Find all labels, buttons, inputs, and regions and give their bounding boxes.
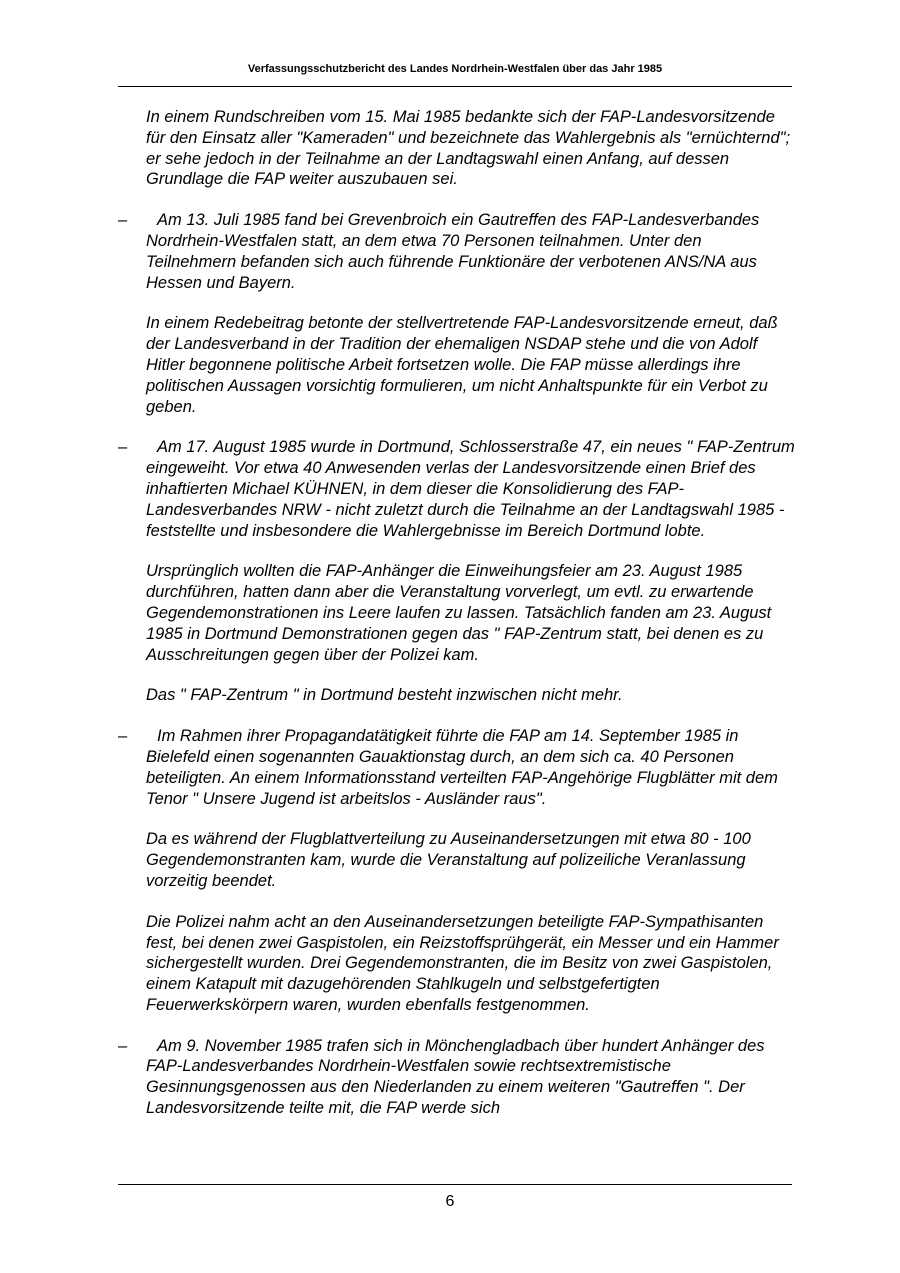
paragraph: Die Polizei nahm acht an den Auseinandersetzungen beteiligte FAP-Sympathisanten fest, bei denen zwei Gaspistolen, ein Reizstoffsprühgerät, ein Messer und ein Hammer sichergestellt wurden. Drei Gegendemonstranten, die im Besitz von zwei Gaspistolen, einem Katapult mit dazugehörenden Stahlkugeln und selbstgefertigten Feuerwerkskörpern waren, wurden ebenfalls festgenommen. <box>146 912 779 1014</box>
page-header: Verfassungsschutzbericht des Landes Nordrhein-Westfalen über das Jahr 1985 <box>247 63 663 75</box>
dash-marker: – <box>118 438 128 457</box>
dash-marker: – <box>118 727 128 746</box>
bullet-paragraph: – Am 9. November 1985 trafen sich in Mönchengladbach über hundert Anhänger des FAP-Landesverbandes Nordrhein-Westfalen sowie rechtsextremistische Gesinnungsgenossen aus den Niederlanden zu einem weiteren "Gautreffen ". Der Landesvorsitzende teilte mit, die FAP werde sich <box>118 1036 765 1118</box>
bullet-paragraph: – Am 17. August 1985 wurde in Dortmund, Schlosserstraße 47, ein neues " FAP-Zentrum eingeweiht. Vor etwa 40 Anwesenden verlas der Landesvorsitzende einen Brief des inhaftierten Michael KÜHNEN, in dem dieser die Konsolidierung des FAP-Landesverbandes NRW - nicht zuletzt durch die Teilnahme an der Landtagswahl 1985 -feststellte und insbesondere die Wahlergebnisse im Bereich Dortmund lobte. <box>118 438 795 540</box>
footer-rule <box>118 1184 792 1185</box>
paragraph: In einem Redebeitrag betonte der stellvertretende FAP-Landesvorsitzende erneut, daß der Landesverband in der Tradition der ehemaligen NSDAP stehe und die von Adolf Hitler begonnene politische Arbeit fortsetzen wolle. Die FAP müsse allerdings ihre politischen Aussagen vorsichtig formulieren, um nicht Anhaltspunkte für ein Verbot zu geben. <box>146 314 778 416</box>
header-rule <box>118 86 792 87</box>
page-number: 6 <box>445 1193 455 1210</box>
paragraph: Da es während der Flugblattverteilung zu Auseinandersetzungen mit etwa 80 - 100 Gegendemonstranten kam, wurde die Veranstaltung auf polizeiliche Veranlassung vorzeitig beendet. <box>146 830 751 890</box>
paragraph: In einem Rundschreiben vom 15. Mai 1985 bedankte sich der FAP-Landesvorsitzende für den Einsatz aller "Kameraden" und bezeichnete das Wahlergebnis als "ernüchternd"; er sehe jedoch in der Teilnahme an der Landtagswahl einen Anfang, auf dessen Grundlage die FAP weiter auszubauen sei. <box>146 108 791 189</box>
bullet-paragraph: – Am 13. Juli 1985 fand bei Grevenbroich ein Gautreffen des FAP-Landesverbandes Nordrhein-Westfalen statt, an dem etwa 70 Personen teilnahmen. Unter den Teilnehmern befanden sich auch führende Funktionäre der verbotenen ANS/NA aus Hessen und Bayern. <box>118 211 760 292</box>
bullet-paragraph: – Im Rahmen ihrer Propagandatätigkeit führte die FAP am 14. September 1985 in Bielefeld einen sogenannten Gauaktionstag durch, an dem sich ca. 40 Personen beteiligten. An einem Informationsstand verteilten FAP-Angehörige Flugblätter mit dem Tenor " Unsere Jugend ist arbeitslos - Ausländer raus". <box>118 727 778 808</box>
paragraph: Ursprünglich wollten die FAP-Anhänger die Einweihungsfeier am 23. August 1985 durchführen, hatten dann aber die Veranstaltung vorverlegt, um evtl. zu erwartende Gegendemonstrationen ins Leere laufen zu lassen. Tatsächlich fanden am 23. August 1985 in Dortmund Demonstrationen gegen das " FAP-Zentrum statt, bei denen es zu Ausschreitungen gegen über der Polizei kam. <box>146 562 772 664</box>
dash-marker: – <box>118 211 128 230</box>
dash-marker: – <box>118 1036 128 1055</box>
paragraph: Das " FAP-Zentrum " in Dortmund besteht inzwischen nicht mehr. <box>146 686 623 705</box>
body-text <box>118 107 796 1139</box>
